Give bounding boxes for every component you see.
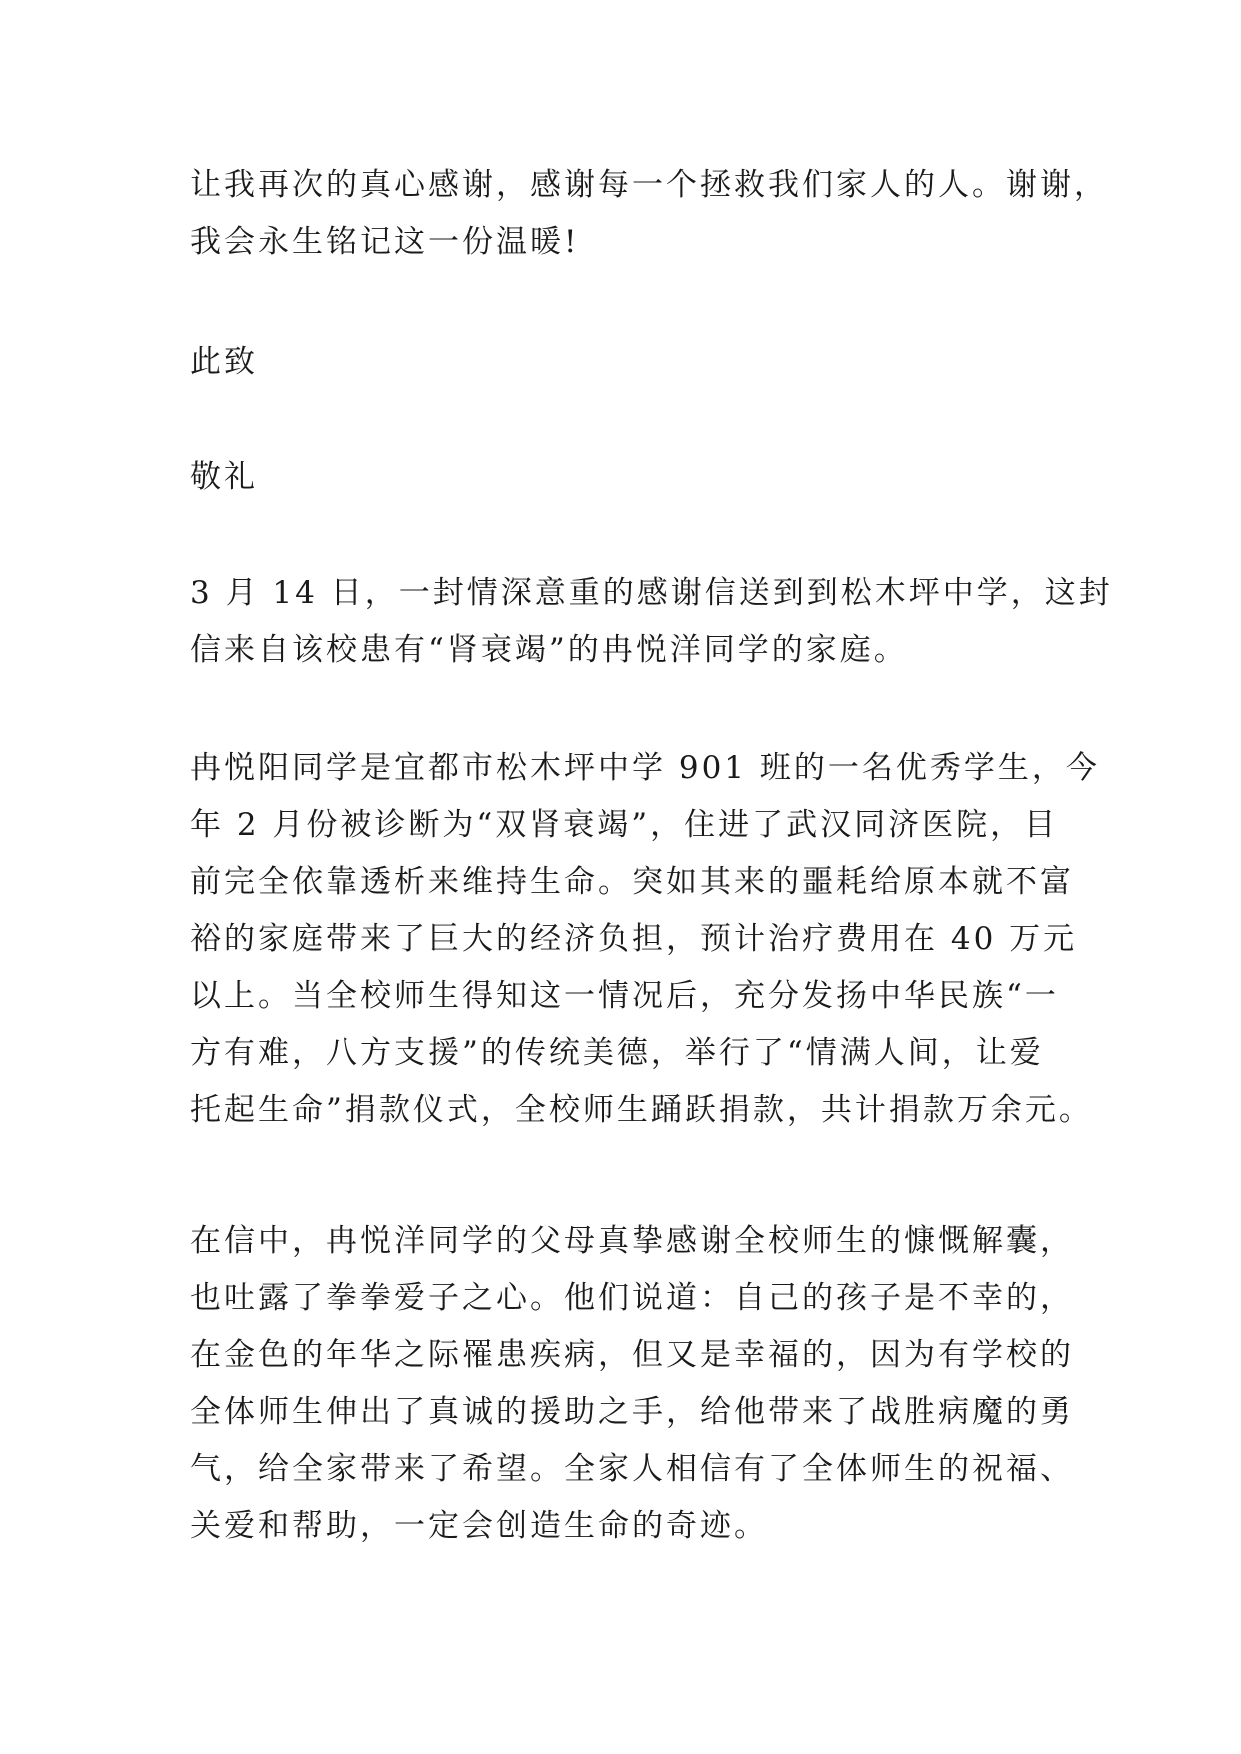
closing-regards [190,449,1070,506]
text-line: 全体师生伸出了真诚的援助之手，给他带来了战胜病魔的勇 [190,1394,1074,1430]
text-line: 以上。当全校师生得知这一情况后，充分发扬中华民族“一 [190,978,1059,1014]
paragraph-student-background [190,740,1100,1139]
text-line: 我会永生铭记这一份温暖! [190,224,580,260]
text-line: 3 月 14 日，一封情深意重的感谢信送到到松木坪中学，这封 [190,575,1113,611]
text-line: 裕的家庭带来了巨大的经济负担，预计治疗费用在 40 万元 [190,921,1078,957]
text-line: 信来自该校患有“肾衰竭”的冉悦洋同学的家庭。 [190,632,908,668]
text-line: 敬礼 [190,459,258,495]
text-line: 此致 [190,344,258,380]
text-line: 也吐露了拳拳爱子之心。他们说道：自己的孩子是不幸的， [190,1280,1074,1316]
text-line: 在信中，冉悦洋同学的父母真挚感谢全校师生的慷慨解囊， [190,1223,1074,1259]
paragraph-gratitude [190,157,1108,271]
text-line: 前完全依靠透析来维持生命。突如其来的噩耗给原本就不富 [190,864,1074,900]
text-line: 气，给全家带来了希望。全家人相信有了全体师生的祝福、 [190,1451,1074,1487]
text-line: 让我再次的真心感谢，感谢每一个拯救我们家人的人。谢谢， [190,167,1108,203]
text-line: 年 2 月份被诊断为“双肾衰竭”，住进了武汉同济医院，目 [190,807,1059,843]
paragraph-parents-thanks [190,1213,1074,1555]
closing-salutation [190,334,1070,391]
text-line: 冉悦阳同学是宜都市松木坪中学 901 班的一名优秀学生，今 [190,750,1100,786]
text-line: 关爱和帮助，一定会创造生命的奇迹。 [190,1508,768,1544]
text-line: 方有难，八方支援”的传统美德，举行了“情满人间，让爱 [190,1035,1044,1071]
paragraph-letter-intro [190,565,1113,679]
text-line: 在金色的年华之际罹患疾病，但又是幸福的，因为有学校的 [190,1337,1074,1373]
text-line: 托起生命”捐款仪式，全校师生踊跃捐款，共计捐款万余元。 [190,1092,1093,1128]
